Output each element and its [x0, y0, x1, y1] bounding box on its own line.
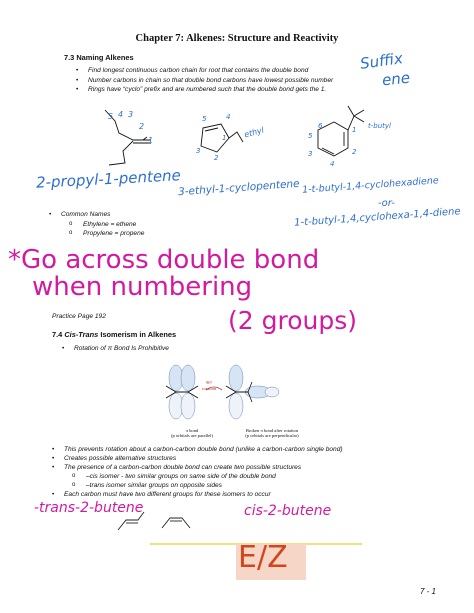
- ring-number: 2: [214, 154, 219, 162]
- pi-bond-figure: [154, 360, 280, 432]
- naming-rules-list: [76, 66, 333, 95]
- list-item: • Common Names: [49, 210, 144, 220]
- list-item: • Number carbons in chain so that double bond carbons have lowest possible number: [76, 76, 333, 86]
- hex-number: 5: [308, 132, 313, 140]
- ring-number: 1: [222, 134, 227, 142]
- list-item: • Find longest continuous carbon chain for root that contains the double bond: [76, 66, 333, 76]
- butene-sketches: [114, 512, 204, 552]
- handwritten-or: -or-: [378, 198, 395, 209]
- ring-number: 4: [226, 113, 231, 121]
- handwritten-name-2: 3-ethyl-1-cyclopentene: [177, 177, 300, 199]
- hex-tbutyl-label: t-butyl: [368, 122, 391, 130]
- handwritten-ez: E/Z: [238, 540, 288, 575]
- handwritten-note-line2: when numbering: [32, 272, 253, 302]
- section-heading-cistrans: 7.4 Cis-Trans Isomerism in Alkenes: [52, 330, 177, 339]
- isomer-rules-list: [52, 445, 343, 499]
- structure-ethylcyclopentene: [195, 120, 245, 170]
- chain-number: 3: [128, 110, 134, 119]
- hex-number: 4: [330, 160, 335, 168]
- ring-number: 5: [202, 115, 207, 123]
- section-heading-naming: 7.3 Naming Alkenes: [64, 53, 134, 62]
- rotation-label: rotation: [202, 386, 217, 391]
- page-title: Chapter 7: Alkenes: Structure and Reactivity: [135, 33, 339, 44]
- handwritten-suffix: Suffix: [358, 49, 404, 73]
- left-figure-caption: π bond (p orbitals are parallel): [171, 428, 213, 438]
- ring-number: 3: [196, 147, 201, 155]
- rotation-angle-label: 90°: [206, 380, 213, 385]
- right-figure-caption: Broken π bond after rotation (p orbitals are perpendicular): [245, 428, 299, 438]
- handwritten-note-line3: (2 groups): [228, 306, 357, 335]
- handwritten-trans: -trans-2-butene: [34, 500, 144, 516]
- page-number: 7 - 1: [420, 587, 437, 596]
- common-names-list: [49, 210, 144, 239]
- chain-number: 2: [139, 122, 145, 131]
- list-item: • The presence of a carbon-carbon double bond can create two possible structures: [52, 463, 343, 472]
- list-item: o –cis isomer - two similar groups on same side of the double bond: [52, 472, 343, 481]
- hex-number: 2: [352, 148, 357, 156]
- handwritten-cis: cis-2-butene: [244, 503, 332, 519]
- list-item: o Ethylene = ethene: [49, 220, 144, 230]
- hex-number: 1: [352, 126, 357, 134]
- practice-reference: Practice Page 192: [52, 313, 106, 320]
- handwritten-name-3: 1-t-butyl-1,4-cyclohexadiene: [301, 175, 440, 196]
- list-item: o Propylene = propene: [49, 229, 144, 239]
- hex-number: 3: [308, 150, 313, 158]
- chain-number: 5: [108, 112, 114, 121]
- list-item: • This prevents rotation about a carbon-carbon double bond (unlike a carbon-carbon single bond): [52, 445, 343, 454]
- ring-ethyl-label: ethyl: [243, 125, 265, 140]
- handwritten-name-1: 2-propyl-1-pentene: [35, 166, 182, 192]
- handwritten-note-line1: *Go across double bond: [8, 245, 320, 275]
- rotation-bullet-list: [62, 344, 169, 354]
- list-item: • Rings have “cyclo” prefix and are numbered such that the double bond gets the 1.: [76, 85, 333, 95]
- list-item: • Each carbon must have two different groups for these isomers to occur: [52, 490, 343, 499]
- hex-number: 6: [318, 122, 323, 130]
- list-item: • Rotation of π Bond Is Prohibitive: [62, 344, 169, 354]
- list-item: o –trans isomer similar groups on opposite sides: [52, 481, 343, 490]
- handwritten-name-4: 1-t-butyl-1,4,cyclohexa-1,4-diene: [293, 206, 461, 229]
- handwritten-ene: ene: [381, 68, 411, 90]
- chain-number: 4: [118, 110, 124, 119]
- list-item: • Creates possible alternative structures: [52, 454, 343, 463]
- chain-number: 1: [148, 136, 154, 145]
